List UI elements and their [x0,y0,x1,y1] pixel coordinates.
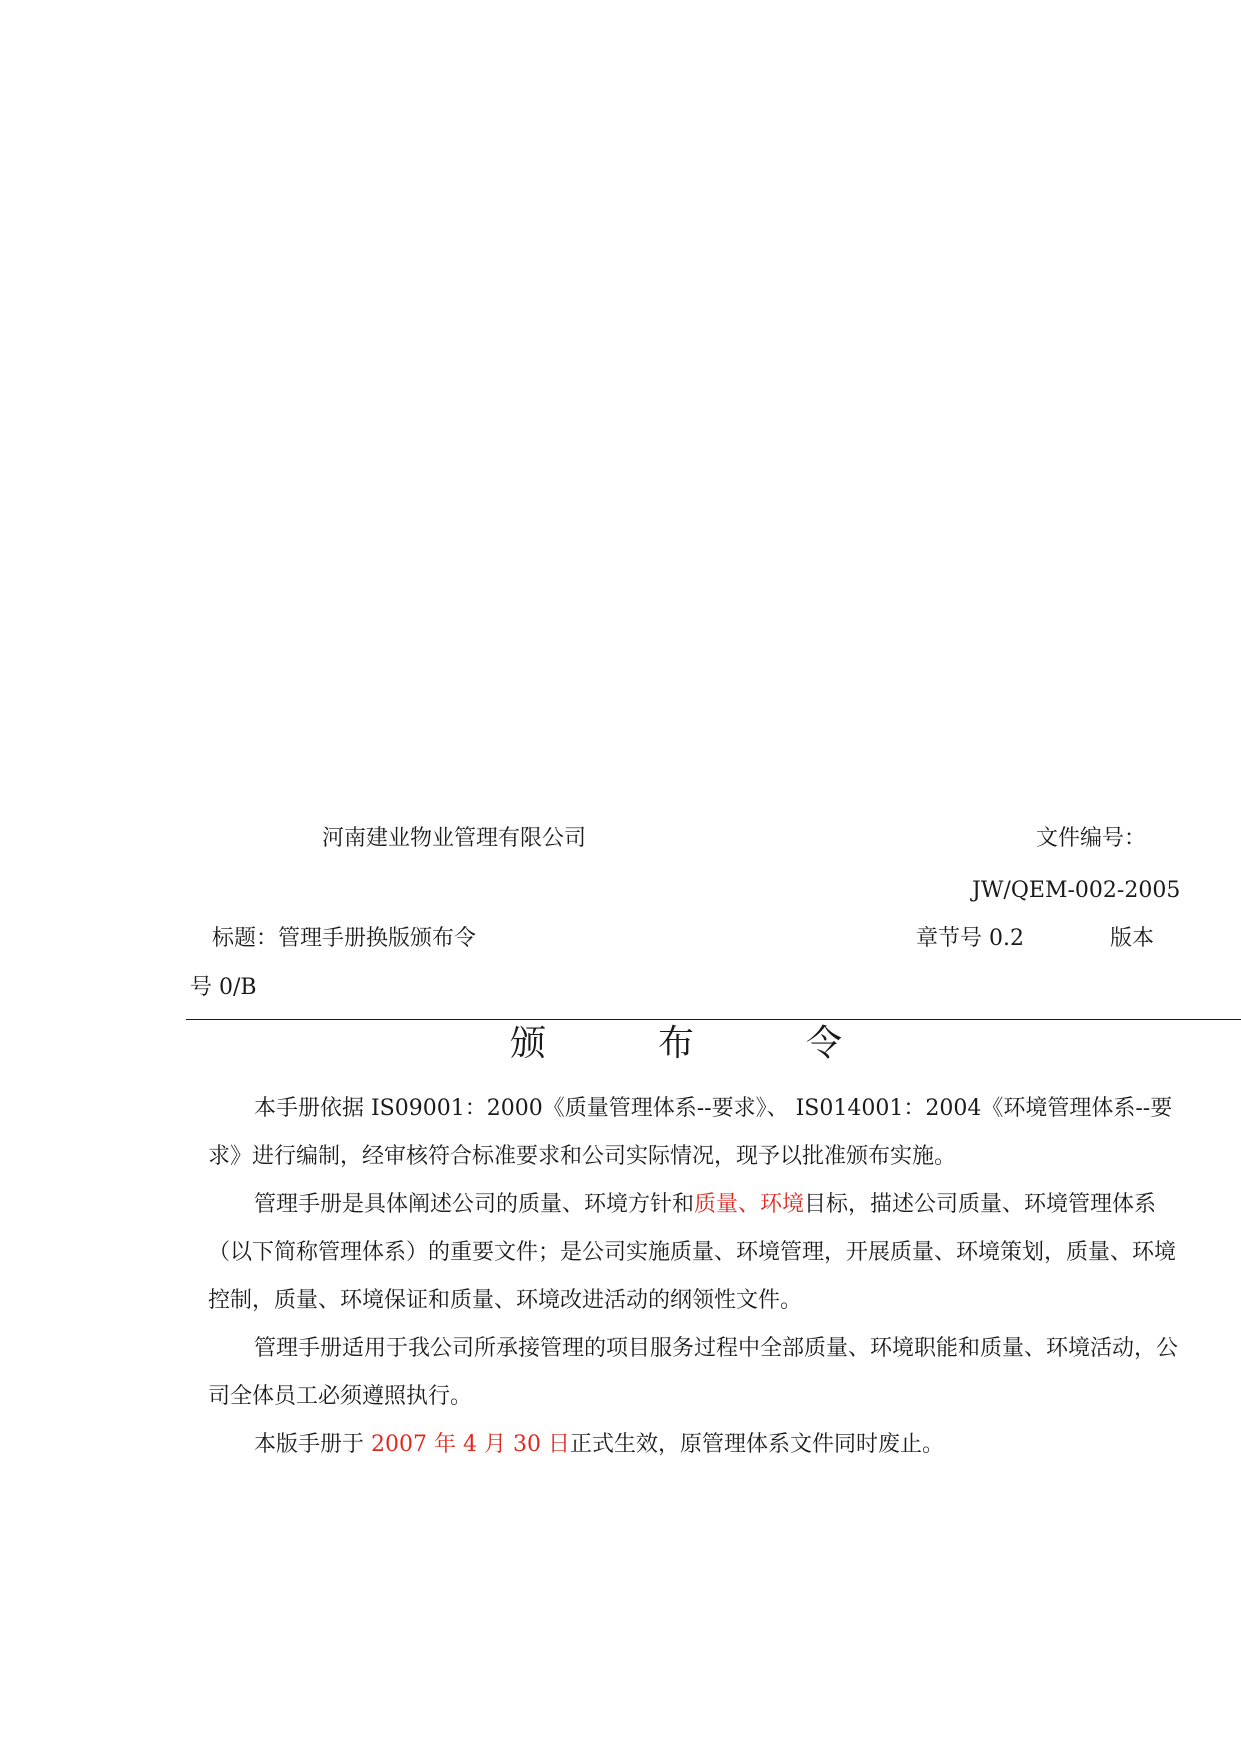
heading-char-3: 令 [806,1023,843,1064]
company-name: 河南建业物业管理有限公司 [322,826,587,851]
title-line [212,928,476,950]
doc-number-label: 文件编号： [1036,826,1147,851]
version-number: 号 0/B [190,975,257,1000]
page-heading [510,1022,842,1065]
title-label: 标题： [212,926,279,951]
paragraph-description-a: 管理手册是具体阐述公司的质量、环境方针和 [254,1192,695,1217]
paragraph-effective-date [208,1421,1178,1469]
paragraph-scope-text: 管理手册适用于我公司所承接管理的项目服务过程中全部质量、环境职能和质量、环境活动，公司全体员工必须遵照执行。 [208,1336,1179,1409]
version-label: 版本 [1110,926,1155,951]
heading-char-2: 布 [658,1023,695,1064]
paragraph-effective-b: 正式生效，原管理体系文件同时废止。 [569,1432,944,1457]
paragraph-effective-a: 本版手册于 [254,1432,371,1457]
paragraph-description-b: 目标，描述公司质量、环境管理体系（以下简称管理体系）的重要文件；是公司实施质量、环境管理，开展质量、环境策划，质量、环境控制，质量、环境保证和质量、环境改进活动的纲领性文件。 [208,1192,1177,1313]
header-divider [186,1019,1241,1020]
doc-number: JW/QEM-002-2005 [972,878,1181,903]
paragraph-scope [208,1325,1178,1421]
paragraph-description [208,1181,1178,1325]
chapter-number: 章节号 0.2 [916,926,1024,951]
paragraph-basis-text: 本手册依据 IS09001：2000《质量管理体系--要求》、 IS014001：2004《环境管理体系--要求》进行编制，经审核符合标准要求和公司实际情况，现予以批准颁布实施。 [208,1096,1173,1169]
heading-char-1: 颁 [510,1023,547,1064]
effective-date: 2007 年 4 月 30 日 [371,1432,570,1457]
highlight-quality-environment: 质量、环境 [694,1192,805,1217]
document-title: 管理手册换版颁布令 [278,926,477,951]
paragraph-basis [208,1085,1178,1181]
